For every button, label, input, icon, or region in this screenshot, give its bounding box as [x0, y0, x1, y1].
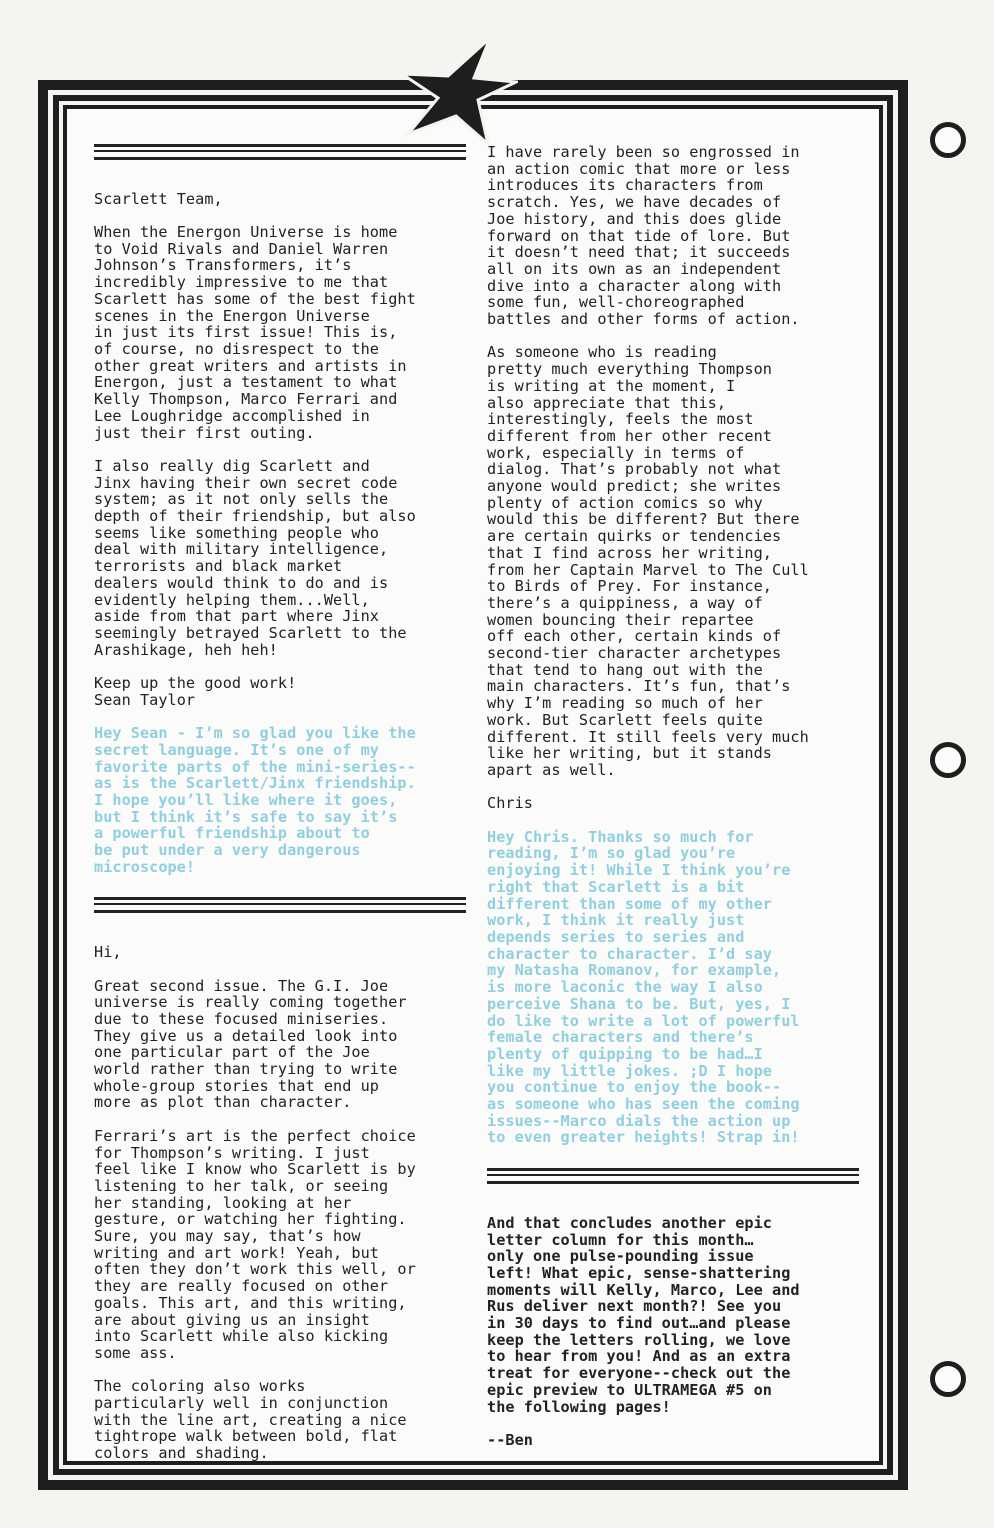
closing-text: And that concludes another epic letter column for this month… only one pulse-pounding issue left! What epic, sense-shattering moments will Kelly, Marco, Lee and Rus deliver next month?! See you in 30 days to find out…and please keep the letters rolling, we love to hear from you! And as an extra treat for everyone--check out the epic preview to ULTRAMEGA #5 on the following pages!: [487, 1213, 800, 1416]
right-column: [487, 144, 859, 1449]
binder-hole-bottom: [930, 1361, 966, 1397]
letter-paragraph: I have rarely been so engrossed in an action comic that more or less introduces its characters from scratch. Yes, we have decades of Joe history, and this does glide forward on that tide of lore. But it doesn’t need that; it succeeds all on its own as an independent dive into a character along with some fun, well-choreographed battles and other forms of action.: [487, 143, 800, 329]
binder-hole-middle: [930, 742, 966, 778]
letter-paragraph: When the Energon Universe is home to Void Rivals and Daniel Warren Johnson’s Transformers, it’s incredibly impressive to me that Scarlett has some of the best fight scenes in the Energon Universe in just its first issue! This is, of course, no disrespect to the other great writers and artists in Energon, just a testament to what Kelly Thompson, Marco Ferrari and Lee Loughridge accomplished in just their first outing.: [94, 223, 416, 442]
letter-signoff: Chris: [487, 794, 533, 813]
letter-paragraph: I also really dig Scarlett and Jinx having their own secret code system; as it not only sells the depth of their friendship, but also seems like something people who deal with military intelligence, terrorists and black market dealers would think to do and is evidently helping them...Well, aside from that part where Jinx seemingly betrayed Scarlett to the Arashikage, heh heh!: [94, 456, 416, 659]
star-icon: [398, 34, 518, 149]
binder-hole-top: [930, 122, 966, 158]
section-divider: [487, 1168, 859, 1184]
letter-paragraph: The coloring also works particularly well in conjunction with the line art, creating a nice tightrope walk between bold, flat colors and shading.: [94, 1377, 407, 1463]
letter-signoff: Keep up the good work! Sean Taylor: [94, 674, 297, 709]
letter-paragraph: Great second issue. The G.I. Joe universe is really coming together due to these focused miniseries. They give us a detailed look into one particular part of the Joe world rather than trying to write whole-group stories that end up more as plot than character.: [94, 976, 407, 1112]
section-divider: [94, 897, 466, 913]
section-divider: [94, 144, 466, 160]
letter-greeting: Hi,: [94, 943, 122, 962]
left-column: [94, 144, 466, 1462]
editor-reply: Hey Chris. Thanks so much for reading, I’m so glad you’re enjoying it! While I think you’re right that Scarlett is a bit different than some of my other work, I think it really just depends series to series and character to character. I’d say my Natasha Romanov, for example, is more laconic the way I also perceive Shana to be. But, yes, I do like to write a lot of powerful female characters and there’s plenty of quipping to be had…I like my little jokes. ;D I hope you continue to enjoy the book-- as someone who has seen the coming issues--Marco dials the action up to even greater heights! Strap in!: [487, 827, 800, 1147]
letter-paragraph: Ferrari’s art is the perfect choice for Thompson’s writing. I just feel like I know who Scarlett is by listening to her talk, or seeing her standing, looking at her gesture, or watching her fighting. Sure, you may say, that’s how writing and art work! Yeah, but often they don’t work this well, or they are really focused on other goals. This art, and this writing, are about giving us an insight into Scarlett while also kicking some ass.: [94, 1126, 416, 1362]
letter-paragraph: As someone who is reading pretty much everything Thompson is writing at the moment, I also appreciate that this, interestingly, feels the most different from her other recent work, especially in terms of dialog. That’s probably not what anyone would predict; she writes plenty of action comics so why would this be different? But there are certain quirks or tendencies that I find across her writing, from her Captain Marvel to The Cull to Birds of Prey. For instance, there’s a quippiness, a way of women bouncing their repartee off each other, certain kinds of second-tier character archetypes that tend to hang out with the main characters. It’s fun, that’s why I’m reading so much of her work. But Scarlett feels quite different. It still feels very much like her writing, but it stands apart as well.: [487, 343, 809, 779]
editor-reply: Hey Sean - I’m so glad you like the secret language. It’s one of my favorite parts of the mini-series-- as is the Scarlett/Jinx friendship. I hope you’ll like where it goes, but I think it’s safe to say it’s a powerful friendship about to be put under a very dangerous microscope!: [94, 724, 416, 876]
letter-greeting: Scarlett Team,: [94, 189, 223, 208]
closing-signature: --Ben: [487, 1430, 533, 1449]
